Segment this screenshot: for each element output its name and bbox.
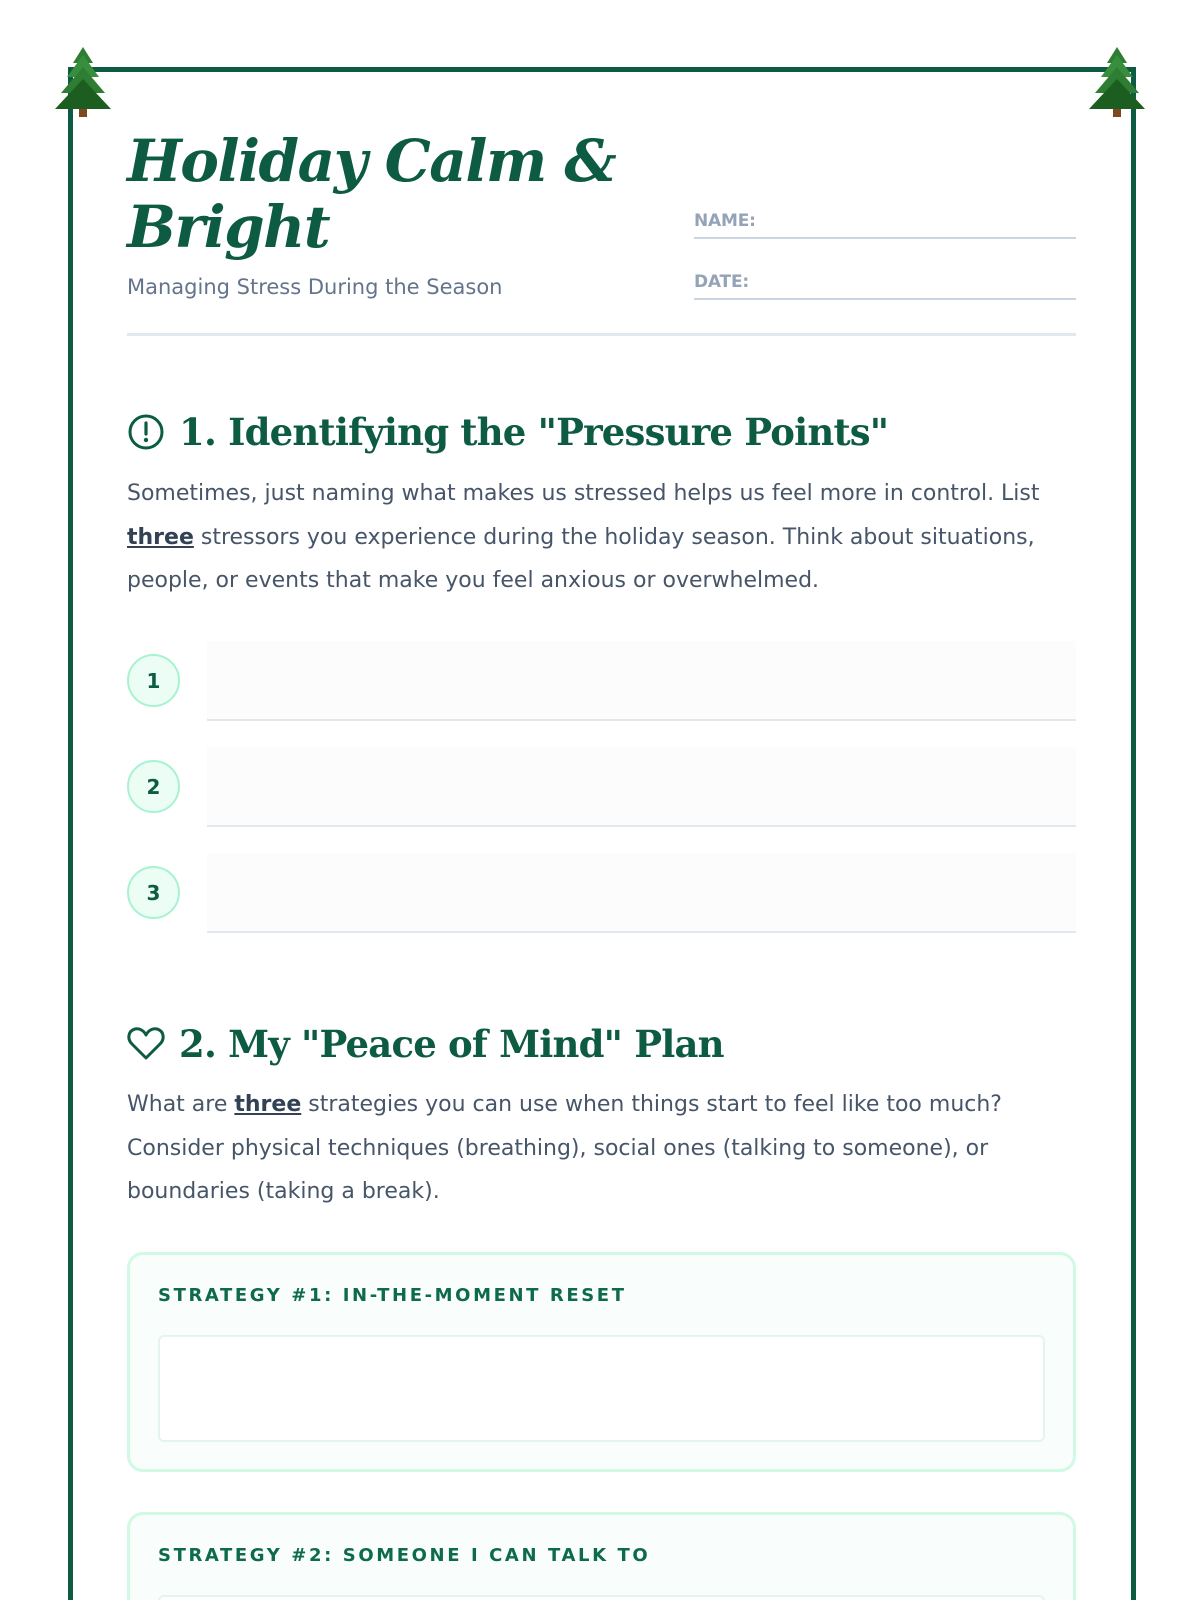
- section-1-instructions: [127, 472, 1076, 603]
- stressor-number-2: 2: [127, 760, 180, 813]
- section-1-text-part1: Sometimes, just naming what makes us stressed helps us feel more in control. List: [127, 481, 1040, 506]
- name-label: NAME:: [694, 211, 756, 231]
- strategy-1-input[interactable]: [158, 1335, 1045, 1442]
- section-1-text-part2: stressors you experience during the holiday season. Think about situations, people, or events that make you feel anxious or overwhelmed.: [127, 524, 1035, 593]
- section-2-title-text: 2. My "Peace of Mind" Plan: [179, 1022, 724, 1066]
- pine-tree-icon: [1087, 45, 1147, 119]
- heart-outline-icon: [127, 1026, 165, 1062]
- stressor-number-1: 1: [127, 654, 180, 707]
- stressor-input-1[interactable]: [207, 641, 1076, 721]
- section-2-emphasis: three: [234, 1092, 302, 1117]
- section-1-title-text: 1. Identifying the "Pressure Points": [179, 410, 889, 454]
- name-field[interactable]: [694, 211, 1076, 239]
- section-2-instructions: [127, 1083, 1076, 1214]
- stressor-input-3[interactable]: [207, 853, 1076, 933]
- date-label: DATE:: [694, 272, 749, 292]
- stressor-number-3: 3: [127, 866, 180, 919]
- section-2-text-part2: strategies you can use when things start to feel like too much? Consider physical techniques (breathing), social ones (talking to someone), or boundaries (taking a break).: [127, 1092, 1002, 1204]
- header-divider: [127, 333, 1076, 336]
- strategy-card-1: [127, 1252, 1076, 1472]
- section-1-title: [127, 407, 888, 457]
- section-1-emphasis: three: [127, 524, 194, 550]
- section-2-text-part1: What are: [127, 1092, 235, 1117]
- title-line-1: Holiday Calm &: [127, 127, 616, 195]
- strategy-card-2: [127, 1512, 1076, 1600]
- date-field[interactable]: [694, 272, 1076, 300]
- strategy-2-label: STRATEGY #2: SOMEONE I CAN TALK TO: [158, 1545, 651, 1566]
- pine-tree-icon: [53, 45, 113, 119]
- stressor-input-2[interactable]: [207, 747, 1076, 827]
- strategy-2-input[interactable]: [158, 1595, 1045, 1600]
- page-subtitle: Managing Stress During the Season: [127, 275, 503, 299]
- title-line-2: Bright: [127, 193, 330, 261]
- section-2-title: [127, 1019, 724, 1069]
- alert-circle-icon: [127, 413, 165, 451]
- page-title: [127, 128, 687, 260]
- strategy-1-label: STRATEGY #1: IN-THE-MOMENT RESET: [158, 1285, 627, 1306]
